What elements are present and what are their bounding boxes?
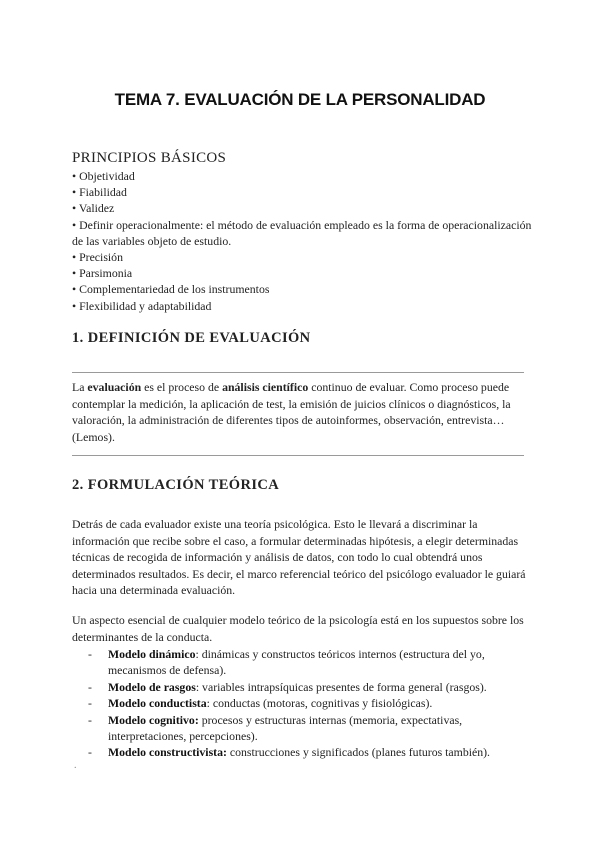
formulacion-heading: 2. FORMULACIÓN TEÓRICA <box>72 477 280 493</box>
principio-item: • Definir operacionalmente: el método de evaluación empleado es la forma de operacionalización de las variables objeto de estudio. <box>72 217 532 248</box>
list-item <box>88 695 528 711</box>
model-name: Modelo conductista <box>108 696 207 711</box>
principio-item: • Complementariedad de los instrumentos <box>72 282 270 297</box>
model-name: Modelo cognitivo: <box>108 712 199 727</box>
definicion-bold-evaluacion: evaluación <box>87 380 142 394</box>
principio-item: • Objetividad <box>72 169 135 183</box>
principios-heading: PRINCIPIOS BÁSICOS <box>72 150 227 166</box>
principio-item: • Parsimonia <box>72 266 133 281</box>
list-dash: - <box>88 647 92 661</box>
bottom-divider <box>72 455 524 456</box>
list-item <box>88 744 528 760</box>
list-dash: - <box>88 679 92 694</box>
model-description: : variables intrapsíquicas presentes de forma general (rasgos). <box>195 679 487 694</box>
definicion-text-2: es el proceso de <box>141 380 223 394</box>
model-description: construcciones y significados (planes futuros también). <box>226 745 491 760</box>
top-divider <box>72 372 524 373</box>
list-item <box>88 712 528 745</box>
principio-item: • Precisión <box>72 250 123 265</box>
trailing-dot: . <box>74 760 77 771</box>
principio-item: • Fiabilidad <box>72 185 127 200</box>
document-title: TEMA 7. EVALUACIÓN DE LA PERSONALIDAD <box>114 90 486 109</box>
principios-list <box>72 168 542 314</box>
list-item <box>88 646 528 679</box>
formulacion-paragraph-2: Un aspecto esencial de cualquier modelo teórico de la psicología está en los supuestos sobre los determinantes de la conducta. <box>72 613 524 644</box>
list-item <box>88 679 528 695</box>
model-name: Modelo dinámico <box>108 647 196 661</box>
list-dash: - <box>88 696 92 711</box>
model-name: Modelo constructivista: <box>108 745 227 760</box>
model-name: Modelo de rasgos <box>108 679 196 694</box>
principio-item: • Flexibilidad y adaptabilidad <box>72 298 212 313</box>
model-description: : conductas (motoras, cognitivas y fisiológicas). <box>206 696 433 711</box>
definicion-heading: 1. DEFINICIÓN DE EVALUACIÓN <box>72 330 311 346</box>
definicion-bold-analisis: análisis científico <box>222 380 309 394</box>
list-dash: - <box>88 745 92 760</box>
models-list <box>88 646 528 761</box>
formulacion-paragraph-1: Detrás de cada evaluador existe una teoría psicológica. Esto le llevará a discriminar la información que recibe sobre el caso, a formular determinadas hipótesis, a elegir determinadas técnicas de recogida de información y análisis de datos, con todo lo cual obtendrá unos determinados resultados. Es decir, el marco referencial teórico del psicólogo evaluador le guiará hacia una determinada evaluación. <box>72 517 526 598</box>
model-description: procesos y estructuras internas (memoria, expectativas, interpretaciones, percepciones). <box>108 712 463 744</box>
principio-item: • Validez <box>72 201 115 216</box>
definicion-paragraph <box>72 379 530 445</box>
definicion-text-1: La <box>72 380 88 394</box>
list-dash: - <box>88 712 92 727</box>
definicion-text-3: continuo de evaluar. Como proceso puede contemplar la medición, la aplicación de test, la emisión de juicios clínicos o diagnósticos, la valoración, la administración de diferentes tipos de autoinformes, observación, entrevista…(Lemos). <box>72 380 511 444</box>
model-description: : dinámicas y constructos teóricos internos (estructura del yo, mecanismos de defensa). <box>108 647 485 678</box>
